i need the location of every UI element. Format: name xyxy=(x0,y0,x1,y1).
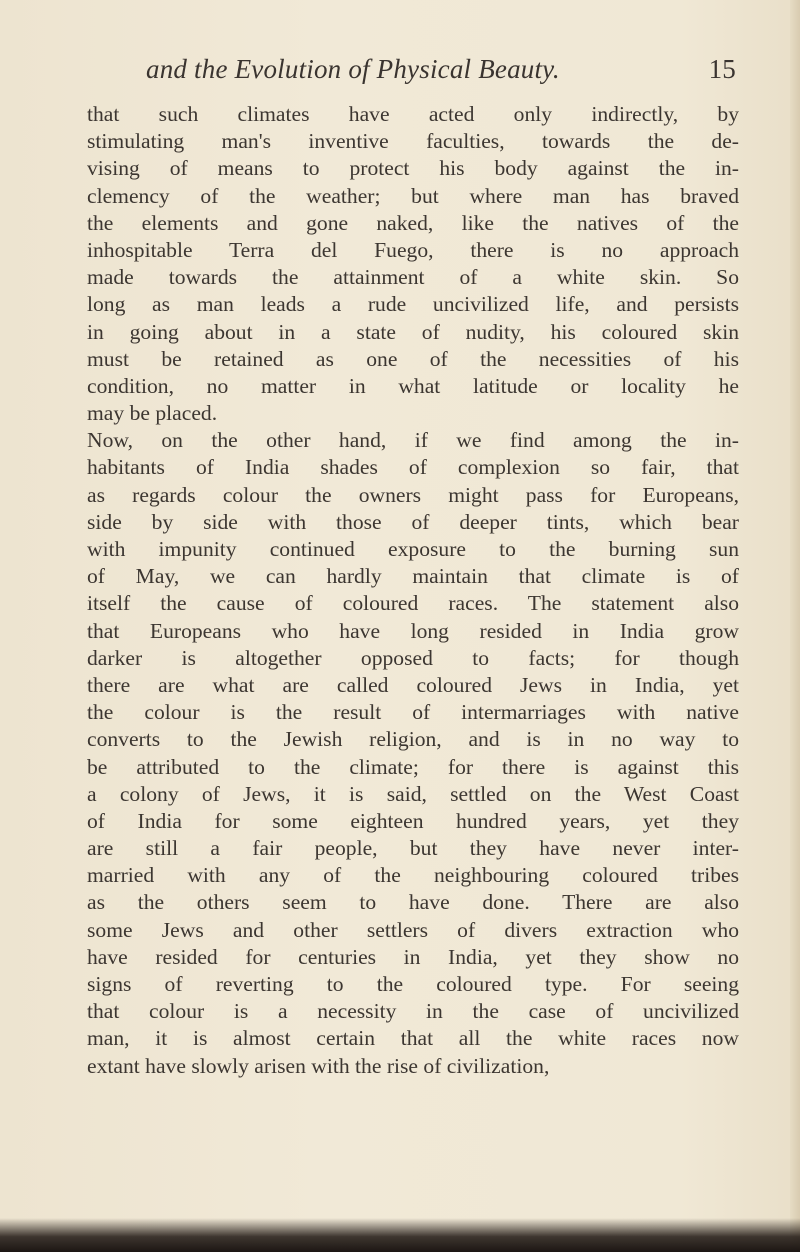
text-line: that Europeans who have long resided in India grow xyxy=(87,618,739,643)
text-line: clemency of the weather; but where man has braved xyxy=(87,183,739,208)
text-line: vising of means to protect his body against the in- xyxy=(87,156,739,181)
text-line: with impunity continued exposure to the burning sun xyxy=(87,537,739,561)
text-line: as the others seem to have done. There are also xyxy=(87,890,739,915)
page-bottom-shadow xyxy=(0,1218,800,1252)
text-line: itself the cause of coloured races. The statement also xyxy=(87,591,739,616)
text-line: are still a fair people, but they have never inter- xyxy=(87,836,739,861)
body-text xyxy=(87,101,739,1080)
text-line: converts to the Jewish religion, and is in no way to xyxy=(87,727,739,752)
text-line: there are what are called coloured Jews in India, yet xyxy=(87,672,739,697)
text-line: married with any of the neighbouring coloured tribes xyxy=(87,863,739,888)
text-line: side by side with those of deeper tints, which bear xyxy=(87,509,739,534)
text-line: made towards the attainment of a white skin. So xyxy=(87,265,739,290)
text-line: be attributed to the climate; for there is against this xyxy=(87,754,739,779)
text-line: the colour is the result of intermarriages with native xyxy=(87,700,739,725)
text-line: of India for some eighteen hundred years, yet they xyxy=(87,808,739,833)
text-line: as regards colour the owners might pass for Europeans, xyxy=(87,482,739,507)
text-line: some Jews and other settlers of divers extraction who xyxy=(87,917,739,942)
running-head xyxy=(146,54,736,94)
text-line: Now, on the other hand, if we find among the in- xyxy=(87,428,739,453)
text-line: habitants of India shades of complexion so fair, that xyxy=(87,455,739,480)
text-line: signs of reverting to the coloured type. For seeing xyxy=(87,972,739,996)
text-line: darker is altogether opposed to facts; for though xyxy=(87,645,739,670)
text-line: may be placed. xyxy=(87,401,218,426)
page-edge xyxy=(790,0,800,1252)
text-line: stimulating man's inventive faculties, towards the de- xyxy=(87,129,739,154)
text-line: inhospitable Terra del Fuego, there is no approach xyxy=(87,237,739,262)
text-line: in going about in a state of nudity, his coloured skin xyxy=(87,319,739,344)
text-line: long as man leads a rude uncivilized life, and persists xyxy=(87,292,739,317)
text-line: of May, we can hardly maintain that climate is of xyxy=(87,564,739,589)
text-line: must be retained as one of the necessities of his xyxy=(87,346,739,371)
running-head-title: and the Evolution of Physical Beauty. xyxy=(146,54,560,84)
text-line: have resided for centuries in India, yet they show no xyxy=(87,944,739,969)
text-line: that such climates have acted only indirectly, by xyxy=(87,102,739,126)
text-line: that colour is a necessity in the case of uncivilized xyxy=(87,999,739,1024)
page-number: 15 xyxy=(708,54,736,84)
text-line: man, it is almost certain that all the white races now xyxy=(87,1026,739,1051)
paragraph xyxy=(87,427,739,1080)
text-line: the elements and gone naked, like the natives of the xyxy=(87,210,739,235)
text-line: extant have slowly arisen with the rise of civilization, xyxy=(87,1053,550,1078)
text-line: a colony of Jews, it is said, settled on the West Coast xyxy=(87,781,739,806)
paragraph xyxy=(87,101,739,427)
text-line: condition, no matter in what latitude or locality he xyxy=(87,373,739,398)
